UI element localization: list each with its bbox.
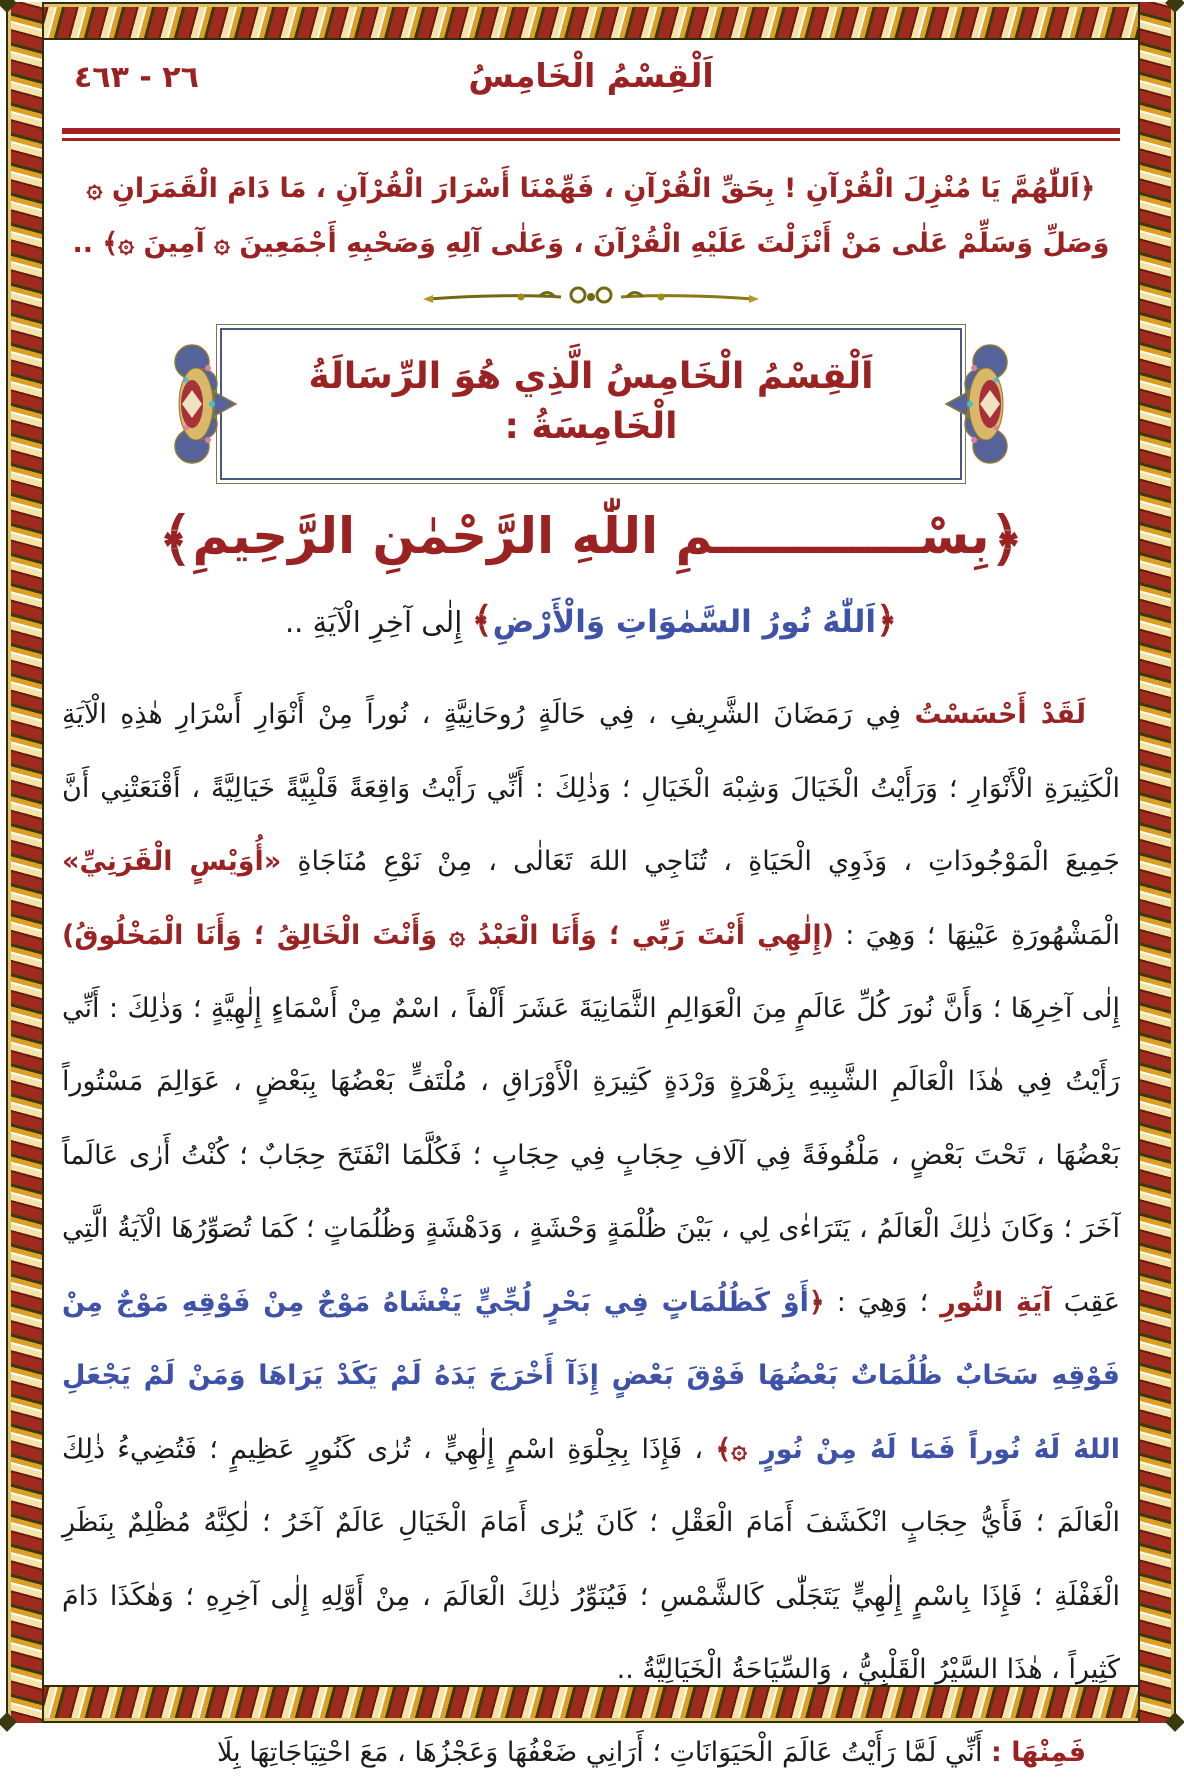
text-segment-red: آيَةِ النُّورِ	[941, 1286, 1053, 1318]
verse-heading	[61, 589, 1123, 654]
header-rule	[63, 128, 1121, 141]
text-segment-red: فَمِنْهَا :	[992, 1737, 1087, 1769]
ornate-bracket-close-icon: ﴾	[472, 600, 494, 642]
text-segment-red: لَقَدْ أَحْسَسْتُ	[915, 699, 1088, 731]
body-text	[61, 678, 1123, 1790]
floral-medallion-icon	[175, 340, 239, 468]
text-segment-red: ۞﴾	[716, 1433, 762, 1465]
verse-text: اَللّٰهُ نُورُ السَّمٰوَاتِ وَالْأَرْضِ	[493, 604, 877, 641]
text-segment-black: إِلٰى آخِرِهَا ؛ وَأَنَّ نُورَ كُلِّ عَالَمٍ مِنَ الْعَوَالِمِ الثَّمَانِيَةَ عَشَرَ أَلْفاً ، اسْمٌ مِنْ أَسْمَاءٍ إِلٰهِيَّةٍ ؛ وَذٰلِكَ : أَنِّي رَأَيْتُ فِي هٰذَا الْعَالَمِ الشَّبِيهِ بِزَهْرَةٍ وَرْدَةٍ كَثِيرَةِ الْأَوْرَاقِ ، مُلْتَفٍّ بَعْضُهَا بِبَعْضٍ ، عَوَالِمَ مَسْتُوراً بَعْضُهَا ، تَحْتَ بَعْضٍ ، مَلْفُوفَةً فِي آلَافِ حِجَابٍ فِي حِجَابٍ ؛ فَكُلَّمَا انْفَتَحَ حِجَابٌ ؛ كُنْتُ أَرٰى عَالَماً آخَرَ ؛ وَكَانَ ذٰلِكَ الْعَالَمُ ، يَتَرَاءٰى لِي ، بَيْنَ ظُلْمَةٍ وَحْشَةٍ ، وَدَهْشَةٍ وَظُلُمَاتٍ ؛ كَمَا تُصَوِّرُهَا الْآيَةُ الَّتِي عَقِبَ	[63, 993, 1121, 1318]
ornate-bracket-close-icon: ﴾	[159, 505, 194, 574]
opening-prayer: ﴿اَللّٰهُمَّ يَا مُنْزِلَ الْقُرْآنِ ! بِحَقِّ الْقُرْآنِ ، فَهِّمْنَا أَسْرَارَ الْقُرْآنِ ، مَا دَامَ الْقَمَرَانِ ۞ وَصَلِّ وَسَلِّمْ عَلٰى مَنْ أَنْزَلْتَ عَلَيْهِ الْقُرْآنَ ، وَعَلٰى آلِهِ وَصَحْبِهِ أَجْمَعِينَ ۞ آمِينَ ۞﴾ ..	[73, 173, 1111, 260]
page-content	[51, 40, 1133, 1769]
section-title-box-wrap	[221, 328, 963, 481]
divider-flourish-icon	[422, 282, 762, 310]
text-segment-black: أَنِّي لَمَّا رَأَيْتُ عَالَمَ الْحَيَوَانَاتِ ؛ أَرَانِي ضَعْفُهَا وَعَجْزُهَا ، مَعَ احْتِيَاجَاتِهَا بِلَا	[218, 1737, 993, 1769]
basmala	[61, 496, 1123, 583]
page-number: ٢٦ - ٤٦٣	[75, 60, 200, 95]
divider	[61, 282, 1123, 312]
basmala-text: بِسْــــــــــــمِ اللّٰهِ الرَّحْمٰنِ الرَّحِيمِ	[193, 507, 991, 566]
border-top-ornament	[7, 2, 1177, 40]
floral-medallion-icon	[945, 340, 1009, 468]
page-header	[61, 48, 1123, 114]
ornate-bracket-open-icon: ﴿	[876, 600, 899, 642]
paragraph	[63, 678, 1121, 1706]
text-segment-red: (إِلٰهِي أَنْتَ رَبِّي ؛ وَأَنَا الْعَبْدُ ۞ وَأَنْتَ الْخَالِقُ ؛ وَأَنَا الْمَخْلُوقُ)	[63, 919, 835, 951]
text-segment-red: «أُوَيْسٍ الْقَرَنِيِّ»	[63, 846, 283, 878]
book-page	[5, 0, 1179, 1769]
text-segment-black: ؛ وَهِيَ :	[825, 1286, 942, 1318]
paragraph	[63, 1716, 1121, 1789]
section-title-box	[221, 328, 963, 481]
text-segment-red: ﴿	[809, 1286, 826, 1318]
border-left-ornament	[7, 2, 45, 1723]
section-title: اَلْقِسْمُ الْخَامِسُ الَّذِي هُوَ الرِّسَالَةُ الْخَامِسَةُ :	[309, 355, 875, 448]
text-segment-black: ، فَإِذَا بِجِلْوَةِ اسْمٍ إِلٰهِيٍّ ، تُرٰى كَنُورٍ عَظِيمٍ ؛ فَتُضِيءُ ذٰلِكَ الْعَالَمَ ؛ فَأَيُّ حِجَابٍ انْكَشَفَ أَمَامَ الْعَقْلِ ؛ كَانَ يُرٰى أَمَامَ الْخَيَالِ عَالَمٌ آخَرُ ؛ لٰكِنَّهُ مُظْلِمٌ بِنَظَرِ الْغَفْلَةِ ؛ فَإِذَا بِاسْمٍ إِلٰهِيٍّ يَتَجَلّٰى كَالشَّمْسِ ؛ فَيُنَوِّرُ ذٰلِكَ الْعَالَمَ ، مِنْ أَوَّلِهِ إِلٰى آخِرِهِ ؛ وَهٰكَذَا دَامَ كَثِيراً ، هٰذَا السَّيْرُ الْقَلْبِيُّ ، وَالسِّيَاحَةُ الْخَيَالِيَّةُ ..	[63, 1433, 1121, 1685]
text-segment-blue: أَوْ كَظُلُمَاتٍ فِي بَحْرٍ لُجِّيٍّ يَغْشَاهُ مَوْجٌ مِنْ فَوْقِهِ مَوْجٌ مِنْ فَوْقِهِ سَحَابٌ ظُلُمَاتٌ بَعْضُهَا فَوْقَ بَعْضٍ إِذَآ أَخْرَجَ يَدَهُ لَمْ يَكَدْ يَرَاهَا وَمَنْ لَمْ يَجْعَلِ اللهُ لَهُ نُوراً فَمَا لَهُ مِنْ نُورٍ	[63, 1286, 1121, 1465]
text-segment-black: الْمَشْهُورَةِ عَيْنِهَا ؛ وَهِيَ :	[834, 919, 1121, 951]
ornate-bracket-open-icon: ﴿	[990, 505, 1025, 574]
page-title: اَلْقِسْمُ الْخَامِسُ	[469, 56, 715, 95]
border-right-ornament	[1139, 2, 1177, 1723]
text-segment-black: فِي رَمَضَانَ الشَّرِيفِ ، فِي حَالَةٍ رُوحَانِيَّةٍ ، نُوراً مِنْ أَنْوَارِ أَسْرَارِ هٰذِهِ الْآيَةِ الْكَثِيرَةِ الْأَنْوَارِ ؛ وَرَأَيْتُ الْخَيَالَ وَشِبْهَ الْخَيَالِ ؛ وَذٰلِكَ : أَنِّي رَأَيْتُ وَاقِعَةً قَلْبِيَّةً خَيَالِيَّةً ، أَقْنَعَتْنِي أَنَّ جَمِيعَ الْمَوْجُودَاتِ ، وَذَوِي الْحَيَاةِ ، تُنَاجِي اللهَ تَعَالٰى ، مِنْ نَوْعِ مُنَاجَاةِ	[63, 699, 1121, 878]
verse-tail: إِلٰى آخِرِ الْآيَةِ ..	[285, 605, 473, 640]
